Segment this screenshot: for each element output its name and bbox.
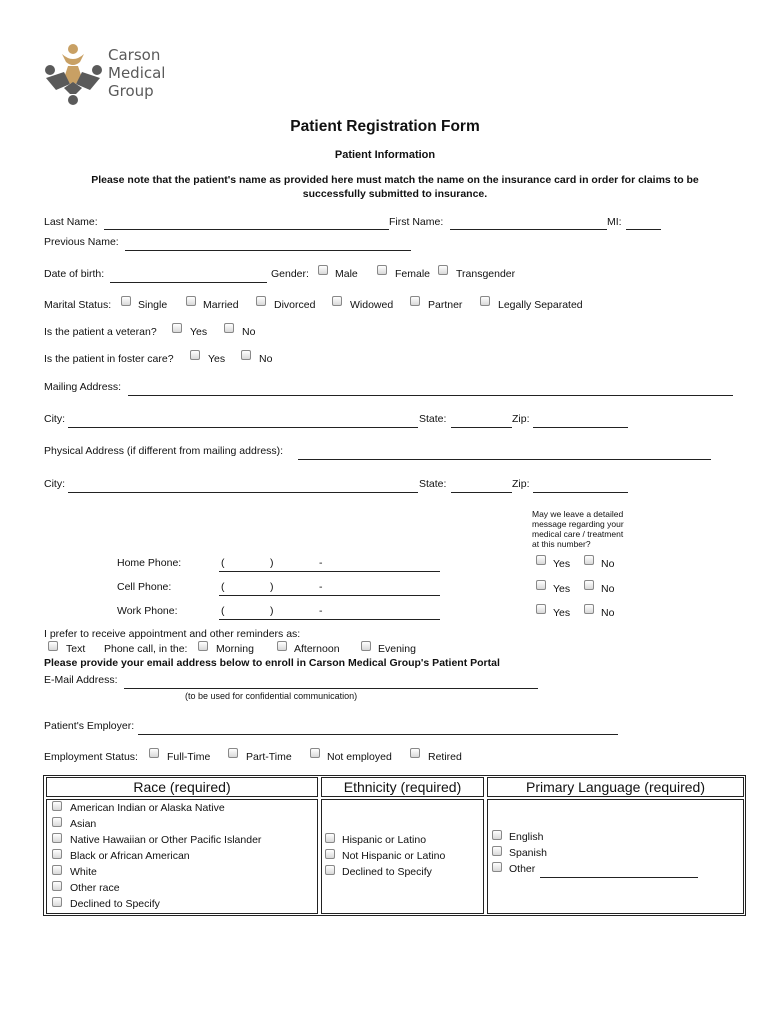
- language-spanish-checkbox[interactable]: [492, 846, 502, 856]
- message-note-4: at this number?: [532, 539, 591, 549]
- logo: [42, 42, 172, 108]
- portal-note: Please provide your email address below to enroll in Carson Medical Group's Patient Portal: [44, 657, 500, 669]
- state-field[interactable]: [451, 427, 512, 428]
- section-title: Patient Information: [334, 149, 436, 161]
- race-declined-checkbox[interactable]: [52, 897, 62, 907]
- reminder-text-checkbox[interactable]: [48, 641, 58, 651]
- work-yes-checkbox[interactable]: [536, 604, 546, 614]
- email-label: E-Mail Address:: [44, 674, 118, 686]
- note-line-2: successfully submitted to insurance.: [302, 188, 488, 200]
- note-line-1: Please note that the patient's name as provided here must match the name on the insurance card in order for claims to be: [91, 174, 699, 186]
- home-phone-dash: -: [319, 557, 323, 569]
- employment-part-time-label: Part-Time: [246, 751, 292, 763]
- email-note: (to be used for confidential communication): [185, 691, 358, 701]
- city2-label: City:: [44, 478, 65, 490]
- mailing-address-label: Mailing Address:: [44, 381, 122, 393]
- veteran-yes-checkbox[interactable]: [172, 323, 182, 333]
- previous-name-label: Previous Name:: [44, 236, 119, 248]
- ethnicity-not-hispanic-checkbox[interactable]: [325, 849, 335, 859]
- cell-no-checkbox[interactable]: [584, 580, 594, 590]
- marital-divorced-label: Divorced: [274, 299, 316, 311]
- state2-label: State:: [419, 478, 447, 490]
- language-other-checkbox[interactable]: [492, 862, 502, 872]
- message-note-2: message regarding your: [532, 519, 624, 529]
- language-other-field[interactable]: [540, 877, 698, 878]
- employment-full-time-label: Full-Time: [167, 751, 211, 763]
- last-name-field[interactable]: [104, 229, 389, 230]
- reminder-text-label: Text: [66, 643, 86, 655]
- previous-name-field[interactable]: [125, 250, 411, 251]
- mailing-address-field[interactable]: [128, 395, 733, 396]
- reminder-afternoon-checkbox[interactable]: [277, 641, 287, 651]
- employment-not-employed-label: Not employed: [327, 751, 392, 763]
- zip-label: Zip:: [512, 413, 530, 425]
- race-white-label: White: [70, 866, 97, 878]
- cell-no-label: No: [601, 583, 615, 595]
- gender-transgender-label: Transgender: [456, 268, 516, 280]
- foster-label: Is the patient in foster care?: [44, 353, 174, 365]
- email-field[interactable]: [124, 688, 538, 689]
- work-phone-dash: -: [319, 605, 323, 617]
- marital-label: Marital Status:: [44, 299, 112, 311]
- employment-part-time-checkbox[interactable]: [228, 748, 238, 758]
- cell-yes-checkbox[interactable]: [536, 580, 546, 590]
- marital-widowed-checkbox[interactable]: [332, 296, 342, 306]
- foster-yes-label: Yes: [208, 353, 226, 365]
- mi-field[interactable]: [626, 229, 661, 230]
- work-yes-label: Yes: [553, 607, 571, 619]
- gender-female-checkbox[interactable]: [377, 265, 387, 275]
- marital-partner-label: Partner: [428, 299, 463, 311]
- language-english-label: English: [509, 831, 544, 843]
- ethnicity-header: Ethnicity (required): [321, 777, 484, 797]
- reminders-prompt: I prefer to receive appointment and other reminders as:: [44, 628, 301, 640]
- foster-yes-checkbox[interactable]: [190, 350, 200, 360]
- dob-field[interactable]: [110, 282, 267, 283]
- city-field[interactable]: [68, 427, 418, 428]
- cell-phone-dash: -: [319, 581, 323, 593]
- cell-phone-label: Cell Phone:: [117, 581, 172, 593]
- language-other-label: Other: [509, 863, 536, 875]
- ethnicity-hispanic-label: Hispanic or Latino: [342, 834, 427, 846]
- employment-retired-checkbox[interactable]: [410, 748, 420, 758]
- physical-address-field[interactable]: [298, 459, 711, 460]
- cell-yes-label: Yes: [553, 583, 571, 595]
- zip2-field[interactable]: [533, 492, 628, 493]
- marital-divorced-checkbox[interactable]: [256, 296, 266, 306]
- language-header: Primary Language (required): [487, 777, 744, 797]
- physical-address-label: Physical Address (if different from mailing address):: [44, 445, 284, 457]
- ethnicity-not-hispanic-label: Not Hispanic or Latino: [342, 850, 446, 862]
- ethnicity-declined-label: Declined to Specify: [342, 866, 432, 878]
- logo-line-3: Group: [108, 82, 154, 100]
- cell-phone-paren-open: (: [221, 581, 225, 593]
- marital-partner-checkbox[interactable]: [410, 296, 420, 306]
- race-declined-label: Declined to Specify: [70, 898, 160, 910]
- logo-line-1: Carson: [108, 46, 161, 64]
- message-note-3: medical care / treatment: [532, 529, 624, 539]
- mi-label: MI:: [607, 216, 622, 228]
- reminder-afternoon-label: Afternoon: [294, 643, 340, 655]
- work-phone-paren-close: ): [270, 605, 274, 617]
- reminder-morning-checkbox[interactable]: [198, 641, 208, 651]
- race-american-indian-checkbox[interactable]: [52, 801, 62, 811]
- foster-no-label: No: [259, 353, 273, 365]
- veteran-yes-label: Yes: [190, 326, 208, 338]
- marital-single-label: Single: [138, 299, 168, 311]
- city2-field[interactable]: [68, 492, 418, 493]
- employer-label: Patient's Employer:: [44, 720, 135, 732]
- race-white-checkbox[interactable]: [52, 865, 62, 875]
- reminder-phone-label: Phone call, in the:: [104, 643, 188, 655]
- veteran-label: Is the patient a veteran?: [44, 326, 157, 338]
- race-native-hawaiian-checkbox[interactable]: [52, 833, 62, 843]
- home-no-label: No: [601, 558, 615, 570]
- marital-married-label: Married: [203, 299, 239, 311]
- race-native-hawaiian-label: Native Hawaiian or Other Pacific Islander: [70, 834, 262, 846]
- gender-female-label: Female: [395, 268, 431, 280]
- employment-label: Employment Status:: [44, 751, 138, 763]
- language-spanish-label: Spanish: [509, 847, 547, 859]
- dob-label: Date of birth:: [44, 268, 105, 280]
- zip2-label: Zip:: [512, 478, 530, 490]
- city-label: City:: [44, 413, 65, 425]
- first-name-label: First Name:: [389, 216, 444, 228]
- carson-logo-icon: [42, 42, 104, 106]
- home-yes-checkbox[interactable]: [536, 555, 546, 565]
- race-black-label: Black or African American: [70, 850, 190, 862]
- reminder-evening-checkbox[interactable]: [361, 641, 371, 651]
- zip-field[interactable]: [533, 427, 628, 428]
- race-other-label: Other race: [70, 882, 120, 894]
- race-black-checkbox[interactable]: [52, 849, 62, 859]
- home-phone-label: Home Phone:: [117, 557, 182, 569]
- race-american-indian-label: American Indian or Alaska Native: [70, 802, 225, 814]
- work-no-label: No: [601, 607, 615, 619]
- home-phone-paren-close: ): [270, 557, 274, 569]
- employment-full-time-checkbox[interactable]: [149, 748, 159, 758]
- state2-field[interactable]: [451, 492, 512, 493]
- marital-legally-separated-label: Legally Separated: [498, 299, 583, 311]
- veteran-no-label: No: [242, 326, 256, 338]
- veteran-no-checkbox[interactable]: [224, 323, 234, 333]
- reminder-evening-label: Evening: [378, 643, 416, 655]
- marital-widowed-label: Widowed: [350, 299, 394, 311]
- message-note-1: May we leave a detailed: [532, 509, 624, 519]
- race-asian-checkbox[interactable]: [52, 817, 62, 827]
- logo-line-2: Medical: [108, 64, 166, 82]
- work-phone-paren-open: (: [221, 605, 225, 617]
- gender-male-label: Male: [335, 268, 358, 280]
- home-phone-paren-open: (: [221, 557, 225, 569]
- cell-phone-field[interactable]: [219, 595, 440, 596]
- home-no-checkbox[interactable]: [584, 555, 594, 565]
- page-title: Patient Registration Form: [290, 118, 480, 135]
- marital-single-checkbox[interactable]: [121, 296, 131, 306]
- home-yes-label: Yes: [553, 558, 571, 570]
- employment-retired-label: Retired: [428, 751, 462, 763]
- work-phone-field[interactable]: [219, 619, 440, 620]
- employment-not-employed-checkbox[interactable]: [310, 748, 320, 758]
- language-english-checkbox[interactable]: [492, 830, 502, 840]
- gender-male-checkbox[interactable]: [318, 265, 328, 275]
- work-no-checkbox[interactable]: [584, 604, 594, 614]
- cell-phone-paren-close: ): [270, 581, 274, 593]
- last-name-label: Last Name:: [44, 216, 98, 228]
- race-header: Race (required): [46, 777, 318, 797]
- home-phone-field[interactable]: [219, 571, 440, 572]
- gender-transgender-checkbox[interactable]: [438, 265, 448, 275]
- state-label: State:: [419, 413, 447, 425]
- foster-no-checkbox[interactable]: [241, 350, 251, 360]
- race-asian-label: Asian: [70, 818, 97, 830]
- ethnicity-hispanic-checkbox[interactable]: [325, 833, 335, 843]
- work-phone-label: Work Phone:: [117, 605, 178, 617]
- ethnicity-declined-checkbox[interactable]: [325, 865, 335, 875]
- marital-legally-separated-checkbox[interactable]: [480, 296, 490, 306]
- first-name-field[interactable]: [450, 229, 607, 230]
- race-other-checkbox[interactable]: [52, 881, 62, 891]
- marital-married-checkbox[interactable]: [186, 296, 196, 306]
- gender-label: Gender:: [271, 268, 309, 280]
- reminder-morning-label: Morning: [216, 643, 254, 655]
- employer-field[interactable]: [138, 734, 618, 735]
